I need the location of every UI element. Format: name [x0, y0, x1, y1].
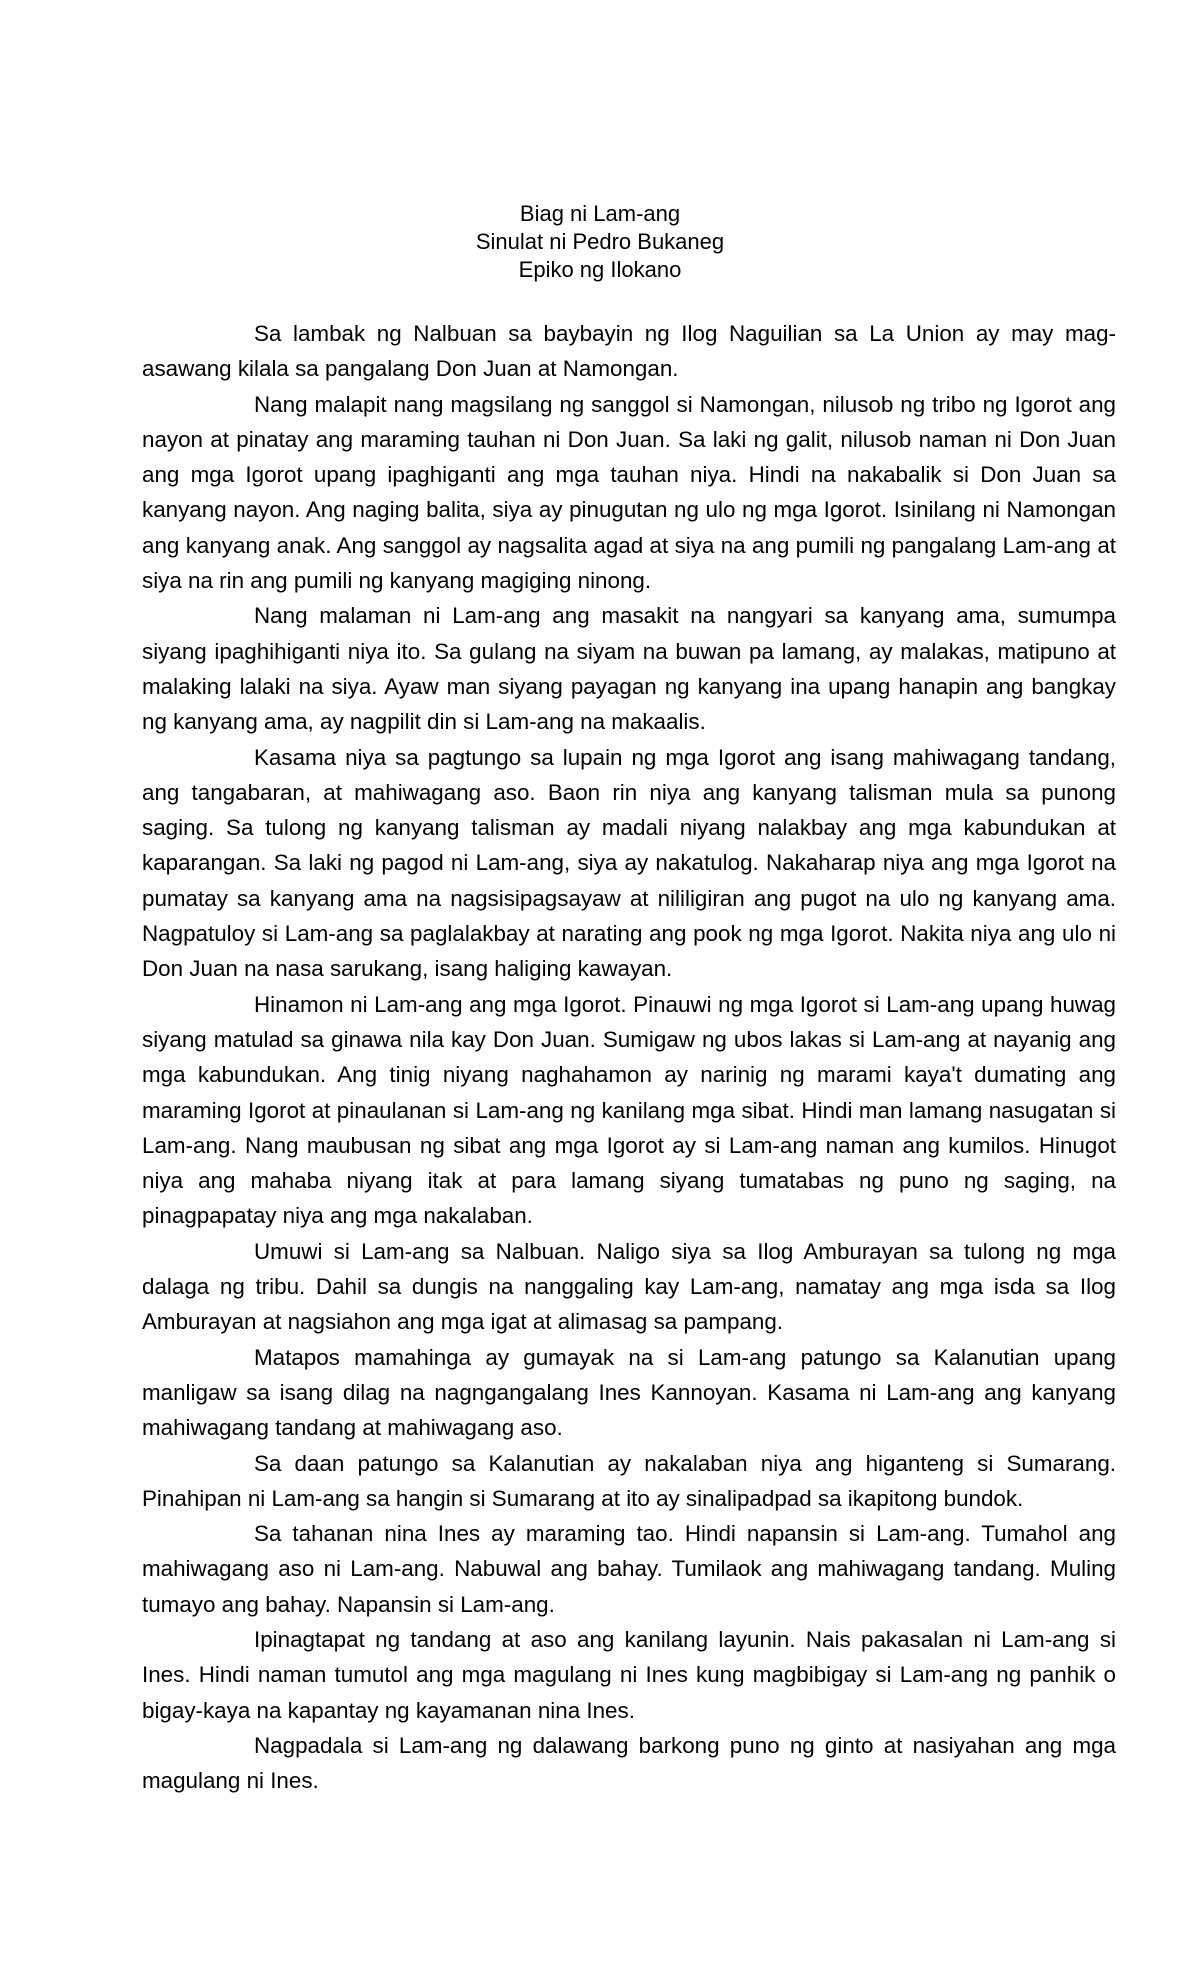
paragraph: Kasama niya sa pagtungo sa lupain ng mga Igorot ang isang mahiwagang tandang, ang tangabaran, at mahiwagang aso. Baon rin niya ang kanyang talisman mula sa punong saging. Sa tulong ng kanyang talisman ay madali niyang nalakbay ang mga kabundukan at kaparangan. Sa laki ng pagod ni Lam-ang, siya ay nakatulog. Nakaharap niya ang mga Igorot na pumatay sa kanyang ama na nagsisipagsayaw at nililigiran ang pugot na ulo ng kanyang ama. Nagpatuloy si Lam-ang sa paglalakbay at narating ang pook ng mga Igorot. Nakita niya ang ulo ni Don Juan na nasa sarukang, isang haliging kawayan. — [142, 744, 1116, 982]
paragraph: Sa tahanan nina Ines ay maraming tao. Hindi napansin si Lam-ang. Tumahol ang mahiwagang aso ni Lam-ang. Nabuwal ang bahay. Tumilaok ang mahiwagang tandang. Muling tumayo ang bahay. Napansin si Lam-ang. — [142, 1521, 1116, 1617]
document-genre: Epiko ng Ilokano — [518, 257, 682, 282]
paragraph: Nang malapit nang magsilang ng sanggol si Namongan, nilusob ng tribo ng Igorot ang nayon at pinatay ang maraming tauhan ni Don Juan. Sa laki ng galit, nilusob naman ni Don Juan ang mga Igorot upang ipaghiganti ang mga tauhan niya. Hindi na nakabalik si Don Juan sa kanyang nayon. Ang naging balita, siya ay pinugutan ng ulo ng mga Igorot. Isinilang ni Namongan ang kanyang anak. Ang sanggol ay nagsalita agad at siya na ang pumili ng pangalang Lam-ang at siya na rin ang pumili ng kanyang magiging ninong. — [142, 391, 1116, 594]
paragraph: Matapos mamahinga ay gumayak na si Lam-ang patungo sa Kalanutian upang manligaw sa isang dilag na nagngangalang Ines Kannoyan. Kasama ni Lam-ang ang kanyang mahiwagang tandang at mahiwagang aso. — [142, 1344, 1116, 1441]
paragraph: Nang malaman ni Lam-ang ang masakit na nangyari sa kanyang ama, sumumpa siyang ipaghihiganti niya ito. Sa gulang na siyam na buwan pa lamang, ay malakas, matipuno at malaking lalaki na siya. Ayaw man siyang payagan ng kanyang ina upang hanapin ang bangkay ng kanyang ama, ay nagpilit din si Lam-ang na makaalis. — [142, 603, 1116, 735]
paragraph: Sa daan patungo sa Kalanutian ay nakalaban niya ang higanteng si Sumarang. Pinahipan ni Lam-ang sa hangin si Sumarang at ito ay sinalipadpad sa ikapitong bundok. — [142, 1450, 1116, 1511]
paragraph: Sa lambak ng Nalbuan sa baybayin ng Ilog Naguilian sa La Union ay may mag-asawang kilala sa pangalang Don Juan at Namongan. — [142, 321, 1116, 382]
document-author: Sinulat ni Pedro Bukaneg — [475, 229, 725, 254]
paragraph: Hinamon ni Lam-ang ang mga Igorot. Pinauwi ng mga Igorot si Lam-ang upang huwag siyang matulad sa ginawa nila kay Don Juan. Sumigaw ng ubos lakas si Lam-ang at nayanig ang mga kabundukan. Ang tinig niyang naghahamon ay narinig ng marami kaya't dumating ang maraming Igorot at pinaulanan si Lam-ang ng kanilang mga sibat. Hindi man lamang nasugatan si Lam-ang. Nang maubusan ng sibat ang mga Igorot ay si Lam-ang naman ang kumilos. Hinugot niya ang mahaba niyang itak at para lamang siyang tumatabas ng puno ng saging, na pinagpapatay niya ang mga nakalaban. — [142, 991, 1116, 1229]
paragraph: Ipinagtapat ng tandang at aso ang kanilang layunin. Nais pakasalan ni Lam-ang si Ines. Hindi naman tumutol ang mga magulang ni Ines kung magbibigay si Lam-ang ng panhik o bigay-kaya na kapantay ng kayamanan nina Ines. — [142, 1626, 1116, 1723]
document-title: Biag ni Lam-ang — [519, 201, 681, 226]
document-header — [0, 200, 1200, 284]
paragraph: Nagpadala si Lam-ang ng dalawang barkong puno ng ginto at nasiyahan ang mga magulang ni Ines. — [142, 1732, 1116, 1794]
document-body — [142, 316, 1116, 1798]
paragraph: Umuwi si Lam-ang sa Nalbuan. Naligo siya sa Ilog Amburayan sa tulong ng mga dalaga ng tribu. Dahil sa dungis na nanggaling kay Lam-ang, namatay ang mga isda sa Ilog Amburayan at nagsiahon ang mga igat at alimasag sa pampang. — [142, 1238, 1116, 1335]
